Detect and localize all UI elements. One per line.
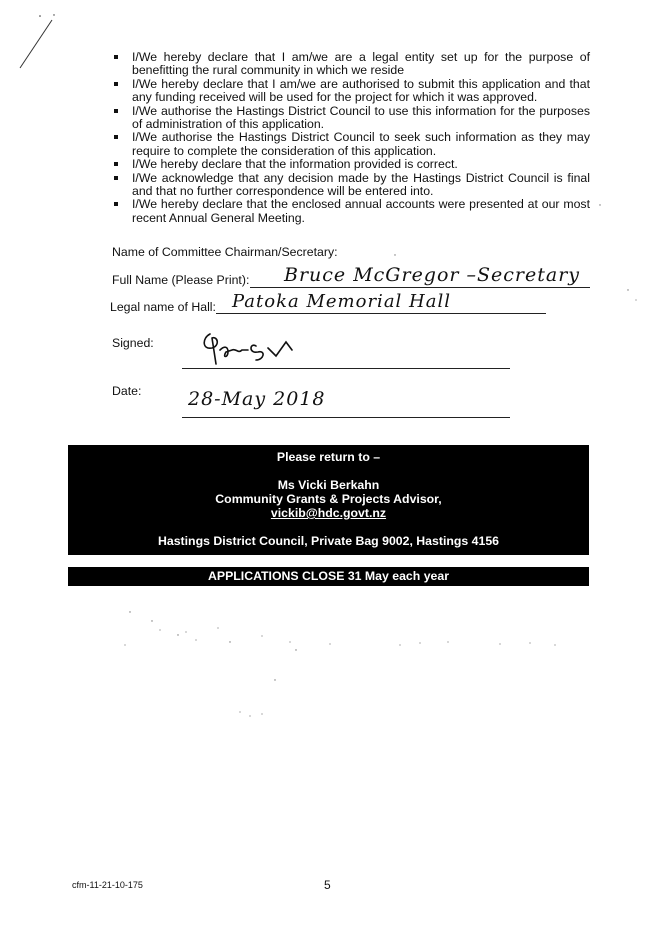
date-label: Date: [112,384,142,398]
committee-heading: Name of Committee Chairman/Secretary: [112,245,338,259]
return-address-box [68,445,589,555]
return-name: Ms Vicki Berkahn [277,478,380,492]
return-email-link[interactable]: vickib@hdc.govt.nz [270,506,387,520]
signed-line [182,368,510,369]
document-code: cfm-11-21-10-175 [72,880,143,890]
declaration-list [112,51,590,225]
declaration-item: I/We authorise the Hastings District Council to seek such information as they may require to complete the consideration of this application. [112,131,590,158]
full-name-value[interactable]: Bruce McGregor –Secretary [284,264,581,286]
date-value[interactable]: 28-May 2018 [188,388,326,410]
page-number: 5 [324,878,331,892]
hall-value[interactable]: Patoka Memorial Hall [232,291,451,312]
hall-label: Legal name of Hall: [110,300,216,314]
declaration-item: I/We hereby declare that the enclosed annual accounts were presented at our most recent Annual General Meeting. [112,198,590,225]
date-line [182,417,510,418]
return-heading: Please return to – [276,450,381,464]
full-name-label: Full Name (Please Print): [112,273,250,287]
declaration-item: I/We hereby declare that the information provided is correct. [112,158,590,171]
scan-mark-line [14,12,60,74]
declaration-item: I/We hereby declare that I am/we are authorised to submit this application and that any funding received will be used for the project for which it was approved. [112,78,590,105]
full-name-line [250,287,590,288]
return-role: Community Grants & Projects Advisor, [215,492,442,506]
signature-scribble[interactable] [198,328,348,368]
declaration-item: I/We hereby declare that I am/we are a legal entity set up for the purpose of benefitting the rural community in which we reside [112,51,590,78]
declaration-item: I/We authorise the Hastings District Council to use this information for the purposes of administration of this application. [112,105,590,132]
hall-line [216,313,546,314]
signed-label: Signed: [112,336,154,350]
applications-close-banner: APPLICATIONS CLOSE 31 May each year [68,567,589,586]
return-address: Hastings District Council, Private Bag 9002, Hastings 4156 [157,534,500,548]
declaration-item: I/We acknowledge that any decision made by the Hastings District Council is final and that no further correspondence will be entered into. [112,172,590,199]
